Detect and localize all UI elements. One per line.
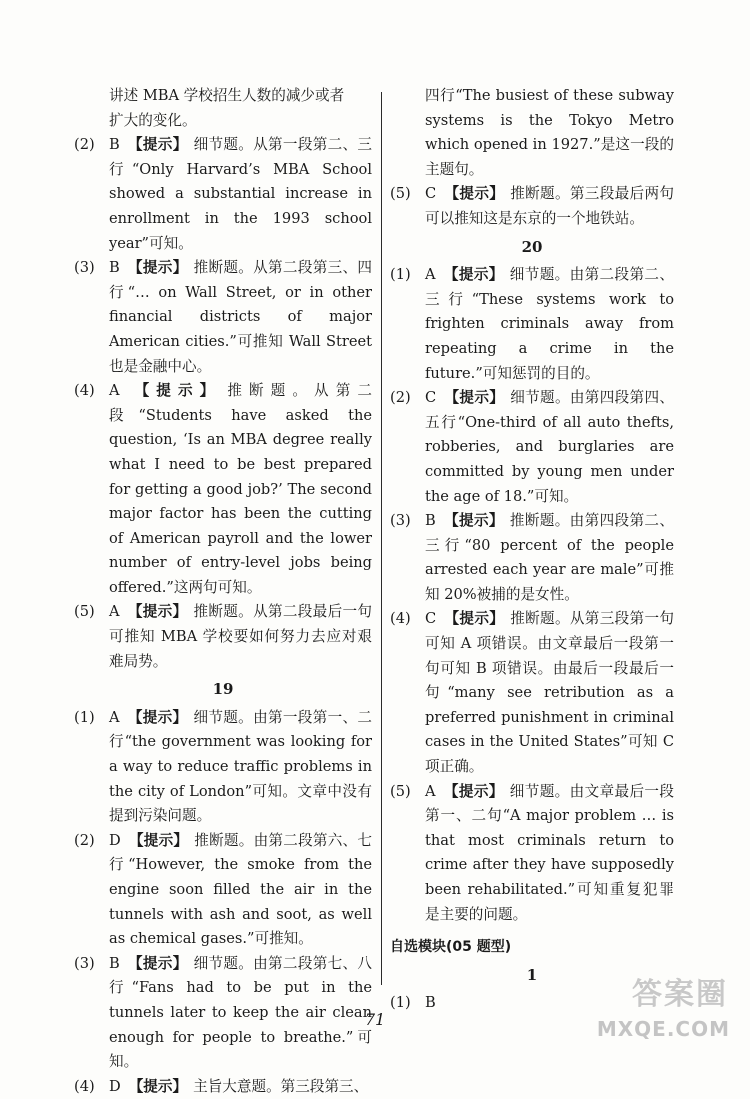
hint-label: 【提示】: [127, 259, 188, 277]
item-answer: A: [109, 603, 120, 621]
item-number: (3): [390, 512, 411, 530]
item-number: (2): [74, 831, 95, 849]
hint-label: 【提示】: [127, 708, 188, 726]
item-text: 推断题。从第三段第一句可知 A 项错误。由文章最后一段第一句可知 B 项错误。由最后一段最后一句“many see retribution as a preferred punishment in criminal cases in the United States”可知 C 项正确。: [425, 610, 674, 776]
item-number: (3): [74, 954, 95, 972]
item-number: (2): [390, 389, 411, 407]
answer-item: [74, 829, 372, 952]
item-text: 主旨大意题。第三段第三、: [193, 1077, 369, 1095]
watermark-url: MXQE.COM: [596, 1017, 730, 1041]
item-answer: A: [425, 266, 436, 284]
answer-item: [390, 780, 674, 928]
answer-item: [74, 133, 372, 256]
answer-item: [390, 607, 674, 779]
item-text: 推断题。从第二段“Students have asked the question, ‘Is an MBA degree really what I need to be best prepared for getting a good job?’ The second major factor has been the cutting of American payroll and the lower number of entry-level jobs being offered.”这两句可知。: [109, 382, 372, 596]
item-answer: B: [425, 994, 436, 1012]
item-text: 推断题。由第四段第二、三行“80 percent of the people arrested each year are male”可推知 20%被捕的是女性。: [425, 512, 674, 603]
answer-item: [74, 1075, 372, 1099]
item-text: 细节题。由第二段第七、八行“Fans had to be put in the tunnels later to keep the air clean enough for people to breathe.”可知。: [109, 954, 372, 1071]
item-answer: D: [109, 831, 121, 849]
item-number: (5): [390, 185, 411, 203]
page-number: 71: [364, 1010, 386, 1029]
hint-label: 【提示】: [444, 389, 505, 407]
item-text: 细节题。由第四段第四、五行“One-third of all auto thefts, robberies, and burglaries are committed by young men under the age of 18.”可知。: [425, 389, 674, 505]
right-column: [390, 84, 674, 1016]
hint-label: 【提示】: [128, 1077, 188, 1095]
item-number: (4): [74, 1077, 95, 1095]
hint-label: 【提示】: [444, 610, 505, 628]
item-answer: C: [425, 185, 437, 203]
answer-item: [390, 182, 674, 231]
item-answer: B: [109, 259, 120, 277]
answer-item: [390, 263, 674, 386]
continued-text: 四行“The busiest of these subway systems is the Tokyo Metro which opened in 1927.”是这一段的主题句。: [425, 87, 674, 178]
item-answer: A: [109, 382, 120, 400]
hint-label: 【提示】: [127, 954, 188, 972]
item-text: 细节题。从第一段第二、三行“Only Harvard’s MBA School showed a substantial increase in enrollment in the 1993 school year”可知。: [109, 136, 372, 252]
item-number: (4): [390, 610, 411, 628]
item-text: 推断题。从第二段第三、四行“… on Wall Street, or in other financial districts of major American cities.”可推知 Wall Street 也是金融中心。: [109, 259, 372, 375]
item-number: (2): [74, 136, 95, 154]
item-text: 细节题。由第二段第二、三行“These systems work to frighten criminals away from repeating a crime in the future.”可知惩罚的目的。: [425, 266, 674, 382]
item-text: 推断题。从第二段最后一句可推知 MBA 学校要如何努力去应对艰难局势。: [109, 603, 372, 670]
answer-item: [74, 706, 372, 829]
answer-item: [390, 386, 674, 509]
item-text: 推断题。由第二段第六、七行“However, the smoke from the engine soon filled the air in the tunnels with ash and soot, as well as chemical gases.”可推知。: [109, 831, 372, 948]
hint-label: 【提示】: [444, 185, 505, 203]
item-number: (1): [390, 266, 411, 284]
answer-item: [74, 379, 372, 600]
item-answer: C: [425, 610, 437, 628]
hint-label: 【提示】: [127, 382, 222, 400]
section-heading: 19: [212, 680, 234, 699]
module-title: 自选模块(05 题型): [390, 939, 512, 956]
column-divider: [381, 92, 382, 985]
item-number: (5): [390, 782, 411, 800]
answer-item: [74, 600, 372, 674]
intro-line: 扩大的变化。: [109, 111, 197, 129]
hint-label: 【提示】: [128, 831, 189, 849]
item-number: (3): [74, 259, 95, 277]
item-text: 推断题。第三段最后两句可以推知这是东京的一个地铁站。: [425, 185, 674, 227]
left-column: [74, 84, 372, 1099]
item-text: 细节题。由文章最后一段第一、二句“A major problem … is that most criminals return to crime after they have supposedly been rehabilitated.”可知重复犯罪是主要的问题。: [425, 782, 674, 923]
section-heading: 1: [526, 965, 538, 984]
item-text: 细节题。由第一段第一、二行“the government was looking for a way to reduce traffic problems in the city of London”可知。文章中没有提到污染问题。: [109, 708, 372, 825]
item-answer: D: [109, 1077, 121, 1095]
section-heading: 20: [521, 237, 543, 256]
hint-label: 【提示】: [443, 782, 504, 800]
item-number: (5): [74, 603, 95, 621]
answer-item: [390, 509, 674, 607]
item-answer: A: [425, 782, 436, 800]
item-number: (4): [74, 382, 95, 400]
item-number: (1): [390, 994, 411, 1012]
hint-label: 【提示】: [127, 603, 188, 621]
item-answer: A: [109, 708, 120, 726]
item-answer: B: [109, 136, 120, 154]
answer-item: [74, 256, 372, 379]
hint-label: 【提示】: [127, 136, 188, 154]
watermark-logo: 答案圈: [632, 977, 728, 1012]
intro-line: 讲述 MBA 学校招生人数的减少或者: [109, 87, 345, 104]
item-answer: B: [109, 954, 120, 972]
hint-label: 【提示】: [443, 266, 504, 284]
item-number: (1): [74, 708, 95, 726]
item-answer: C: [425, 389, 437, 407]
hint-label: 【提示】: [443, 512, 504, 530]
watermark: [596, 969, 732, 1041]
item-answer: B: [425, 512, 436, 530]
